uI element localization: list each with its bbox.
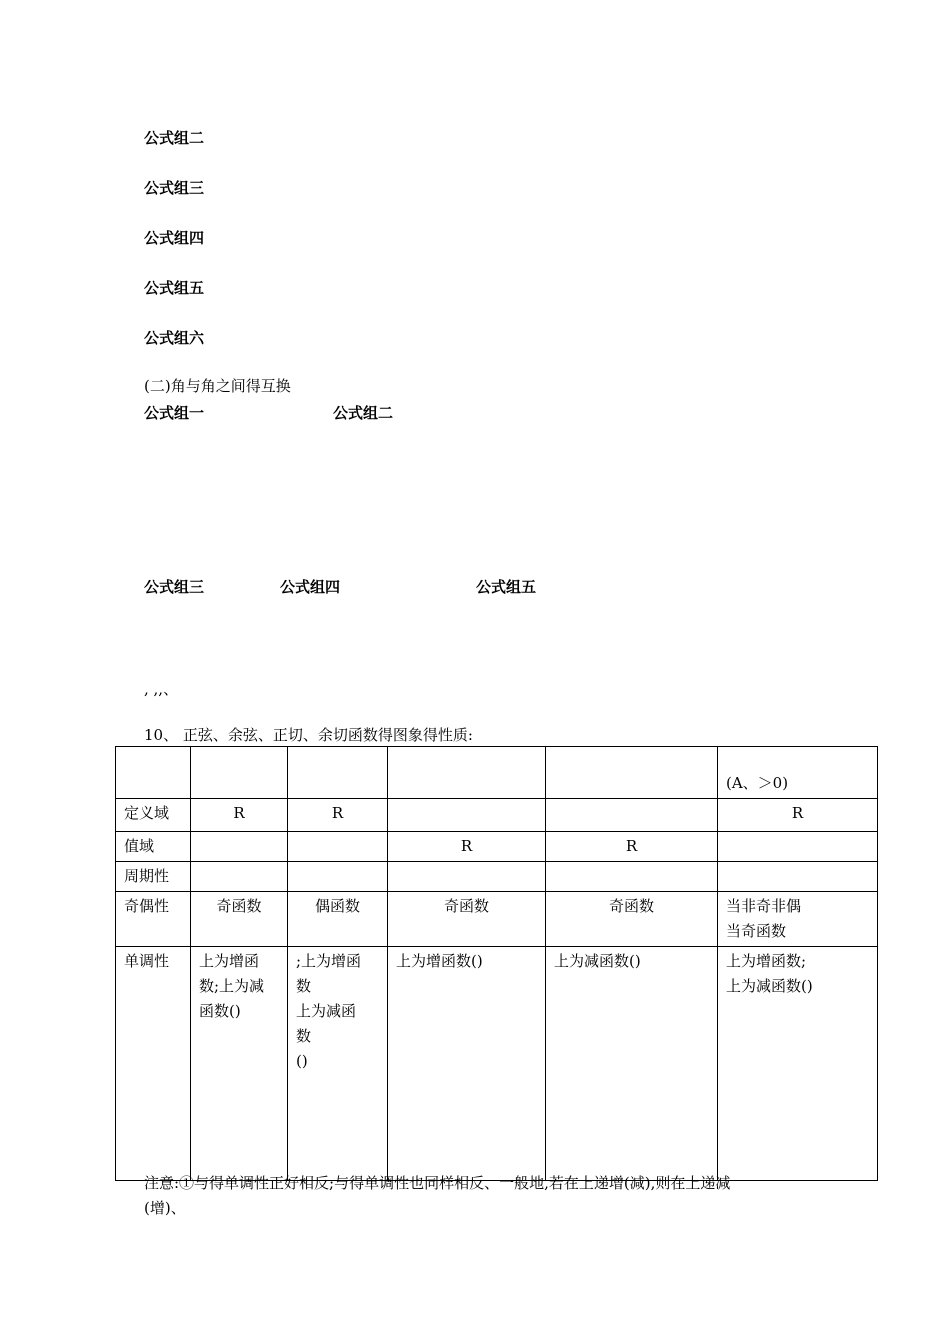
row-b-formula-group-4: 公式组四 (280, 578, 341, 596)
cell-line: 数 (296, 977, 312, 995)
table-cell (288, 947, 388, 1181)
table-row-range (116, 832, 878, 862)
row-label: 值域 (116, 832, 191, 862)
row-b-formula-group-5: 公式组五 (476, 578, 537, 596)
table-cell: 奇函数 (546, 892, 718, 947)
table-cell (718, 892, 878, 947)
table-cell (546, 862, 718, 892)
row-b-formula-group-3: 公式组三 (144, 578, 205, 596)
heading-formula-group-2: 公式组二 (144, 129, 205, 147)
header-last-cell: (A、＞0) (718, 747, 878, 799)
cell-line: () (296, 1052, 308, 1070)
table-cell (116, 747, 191, 799)
table-cell (718, 832, 878, 862)
cell-line: 上为减函 (296, 1002, 357, 1020)
row-a-formula-group-1: 公式组一 (144, 404, 205, 422)
table-row-parity (116, 892, 878, 947)
cell-line: 数;上为减 (199, 977, 265, 995)
heading-formula-group-3: 公式组三 (144, 179, 205, 197)
table-cell (191, 862, 288, 892)
row-label: 单调性 (116, 947, 191, 1181)
cell-line: 上为减函数() (726, 977, 813, 995)
row-label: 周期性 (116, 862, 191, 892)
cell-line: 上为增函 (199, 952, 260, 970)
table-cell: R (191, 799, 288, 832)
heading-formula-group-5: 公式组五 (144, 279, 205, 297)
cell-line: 当非奇非偶 (726, 897, 802, 915)
heading-formula-group-4: 公式组四 (144, 229, 205, 247)
cell-line: 数 (296, 1027, 312, 1045)
table-cell (718, 947, 878, 1181)
cell-line: ;上为增函 (296, 952, 362, 970)
table-cell (288, 832, 388, 862)
cell-line: 函数() (199, 1002, 241, 1020)
table-cell (546, 799, 718, 832)
cell-line: 上为增函数; (726, 952, 807, 970)
table-cell: R (718, 799, 878, 832)
table-cell: 上为增函数() (388, 947, 546, 1181)
punctuation-line: , ,,、 (144, 680, 179, 698)
table-cell: R (388, 832, 546, 862)
table-cell: 偶函数 (288, 892, 388, 947)
row-label: 奇偶性 (116, 892, 191, 947)
table-cell: R (288, 799, 388, 832)
row-label: 定义域 (116, 799, 191, 832)
trig-properties-table (115, 746, 878, 1181)
table-cell: R (546, 832, 718, 862)
item-10-title: 10、 正弦、余弦、正切、余切函数得图象得性质: (144, 726, 473, 744)
table-cell (718, 862, 878, 892)
table-cell (191, 832, 288, 862)
table-cell: 奇函数 (191, 892, 288, 947)
table-cell (546, 747, 718, 799)
table-row-monotonicity (116, 947, 878, 1181)
table-cell (191, 947, 288, 1181)
heading-formula-group-6: 公式组六 (144, 329, 205, 347)
table-cell (388, 862, 546, 892)
table-row-period (116, 862, 878, 892)
table-cell (288, 747, 388, 799)
note-line-2: (增)、 (144, 1199, 186, 1217)
table-header-row (116, 747, 878, 799)
table-cell (191, 747, 288, 799)
table-cell (388, 799, 546, 832)
table-cell: 上为减函数() (546, 947, 718, 1181)
cell-line: 当奇函数 (726, 922, 787, 940)
note-line-1: 注意:①与得单调性正好相反;与得单调性也同样相反、一般地,若在上递增(减),则在上递减 (144, 1174, 731, 1192)
section2-title: (二)角与角之间得互换 (144, 377, 291, 395)
table-cell (388, 747, 546, 799)
table-cell: 奇函数 (388, 892, 546, 947)
row-a-formula-group-2: 公式组二 (333, 404, 394, 422)
table-cell (288, 862, 388, 892)
table-row-domain (116, 799, 878, 832)
